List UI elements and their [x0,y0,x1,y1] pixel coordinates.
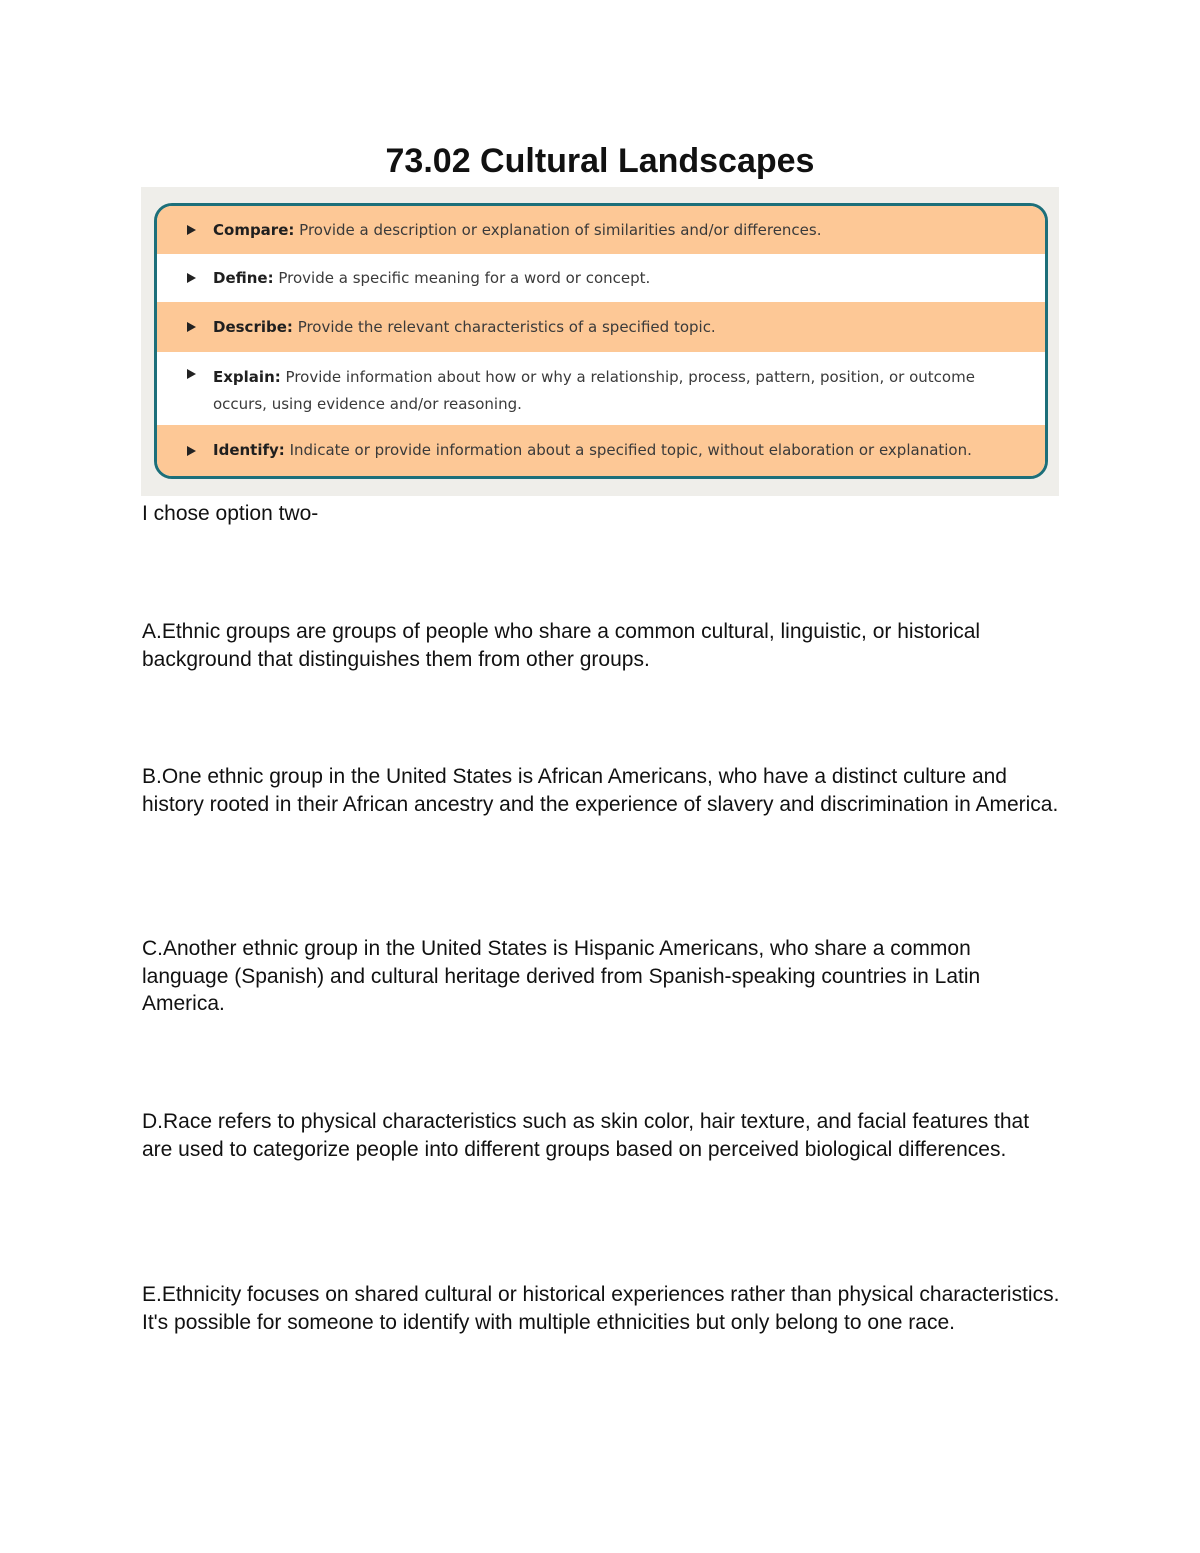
definition-term: Compare: [213,220,295,239]
answer-paragraph-b: B.One ethnic group in the United States is African Americans, who have a distinct culture and history rooted in their African ancestry and the experience of slavery and discrimination in America. [142,765,1059,816]
bullet-arrow-icon [187,446,196,456]
definition-description: Provide a description or explanation of similarities and/or differences. [299,220,822,239]
definition-term: Identify: [213,441,285,459]
bullet-arrow-icon [187,369,196,379]
task-verbs-list [154,203,1048,479]
definition-description: Provide the relevant characteristics of a specified topic. [297,317,716,336]
definition-text [213,217,822,244]
page-title: 73.02 Cultural Landscapes [385,142,815,180]
answer-paragraph-a: A.Ethnic groups are groups of people who share a common cultural, linguistic, or historical background that distinguishes them from other groups. [142,620,981,671]
answer-paragraph-d: D.Race refers to physical characteristics such as skin color, hair texture, and facial features that are used to categorize people into different groups based on perceived biological differences. [142,1110,1030,1161]
definition-text [213,437,972,464]
definition-row-compare [157,206,1045,254]
answer-paragraph-c: C.Another ethnic group in the United States is Hispanic Americans, who share a common language (Spanish) and cultural heritage derived from Spanish-speaking countries in Latin America. [142,937,981,1015]
definition-row-describe [157,302,1045,352]
definition-term: Describe: [213,317,293,336]
task-verbs-image [141,187,1059,496]
definition-text [213,314,716,341]
bullet-arrow-icon [187,225,196,235]
definition-row-define [157,254,1045,302]
definition-description: Provide information about how or why a relationship, process, pattern, position, or outcome occurs, using evidence and/or reasoning. [213,368,975,413]
definition-description: Provide a specific meaning for a word or concept. [278,268,651,287]
definition-description: Indicate or provide information about a specified topic, without elaboration or explanation. [289,441,972,459]
definition-term: Define: [213,268,274,287]
definition-row-explain [157,352,1045,425]
bullet-arrow-icon [187,322,196,332]
intro-text: I chose option two- [142,502,319,525]
definition-text [213,364,1005,418]
definition-row-identify [157,425,1045,476]
answer-paragraph-e: E.Ethnicity focuses on shared cultural or historical experiences rather than physical characteristics. It's possible for someone to identify with multiple ethnicities but only belong to one race. [142,1283,1060,1334]
bullet-arrow-icon [187,273,196,283]
definition-term: Explain: [213,368,281,386]
definition-text [213,265,650,292]
